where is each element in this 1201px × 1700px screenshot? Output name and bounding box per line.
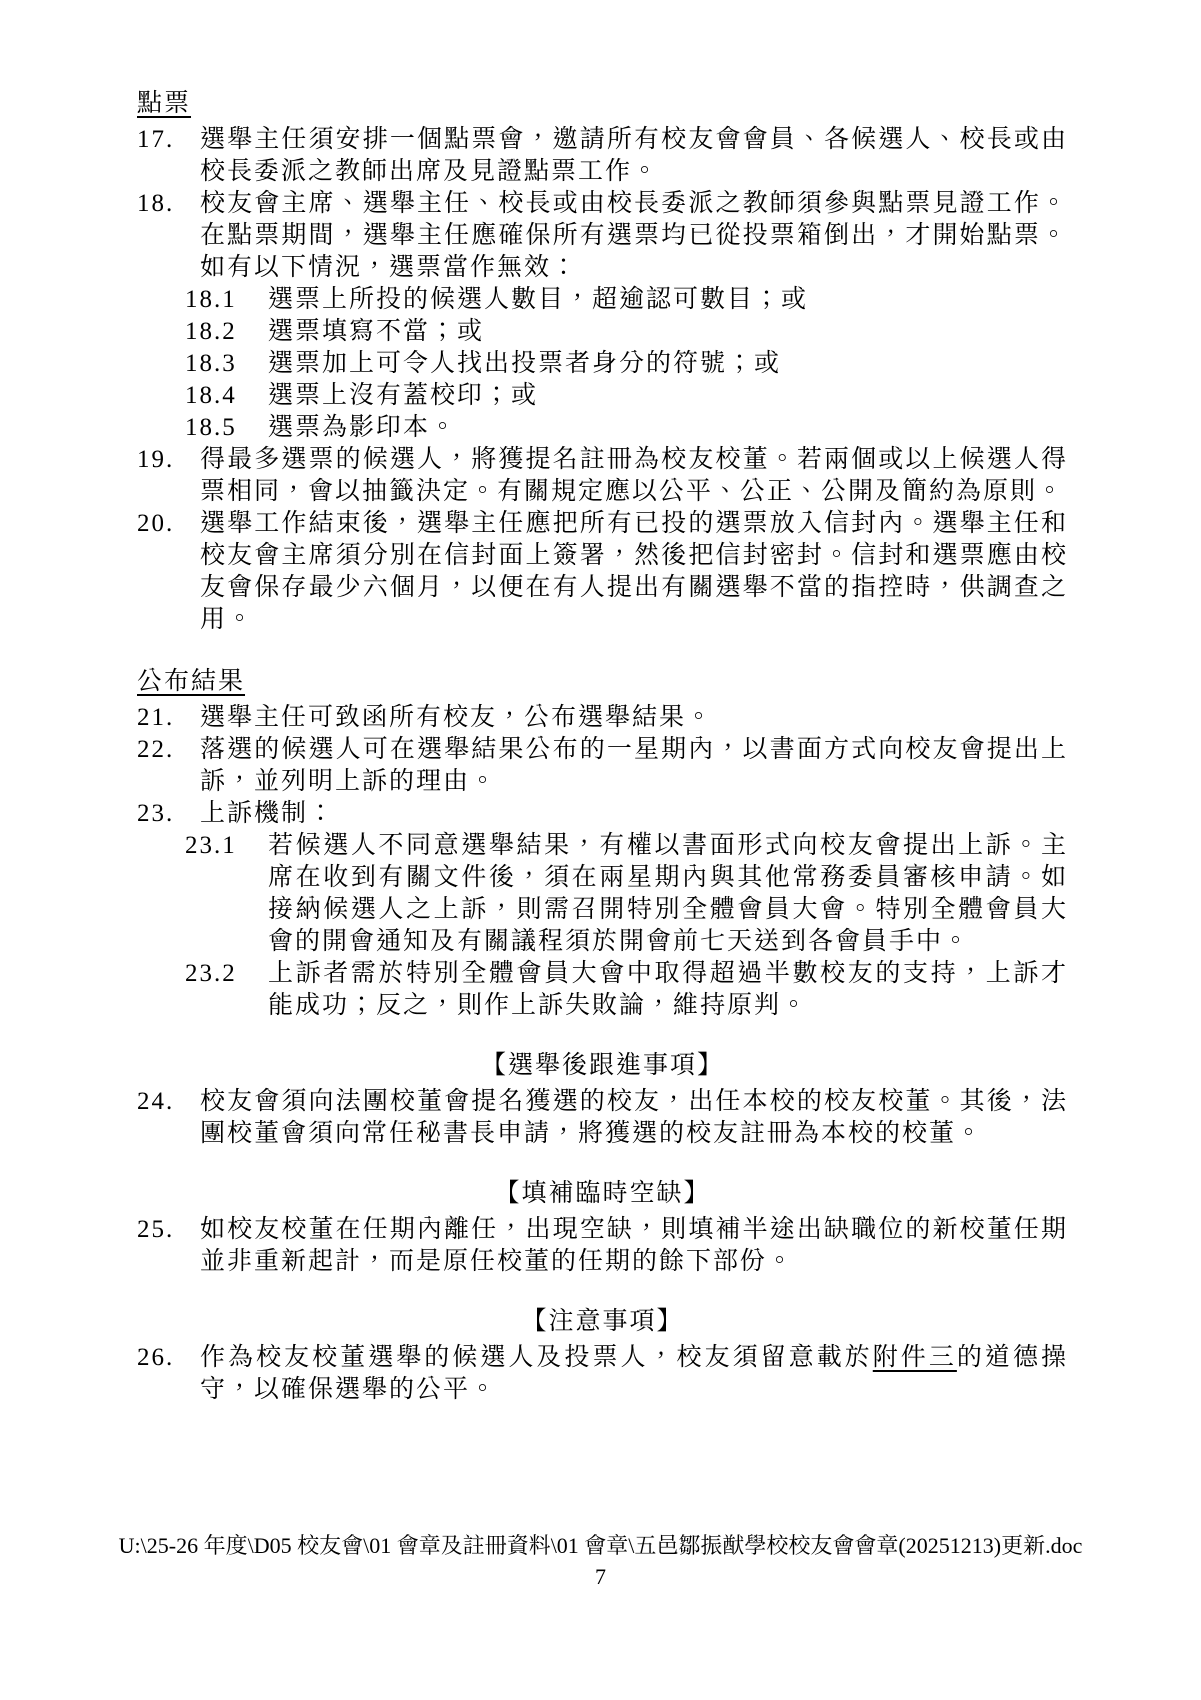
section-heading-fill-casual-vacancy: 【填補臨時空缺】 <box>494 1180 711 1207</box>
item-number: 17. <box>137 126 175 153</box>
list-item-20 <box>137 508 1068 636</box>
item-text: 若候選人不同意選舉結果，有權以書面形式向校友會提出上訴。主席在收到有關文件後，須在兩星期內與其他常務委員審核申請。如接納候選人之上訴，則需召開特別全體會員大會。特別全體會員大會的開會通知及有關議程須於開會前七天送到各會員手中。 <box>268 832 1068 955</box>
list-item-25 <box>137 1214 1068 1278</box>
item-text: 選舉工作結束後，選舉主任應把所有已投的選票放入信封內。選舉主任和校友會主席須分別在信封面上簽署，然後把信封密封。信封和選票應由校友會保存最少六個月，以便在有人提出有關選舉不當的指控時，供調查之用。 <box>200 510 1068 633</box>
sub-item-18-4 <box>137 380 1068 412</box>
item-text-after: 的道德操守，以確保選舉的公平。 <box>200 1344 1068 1403</box>
page-number: 7 <box>595 1564 606 1589</box>
item-text: 選舉主任須安排一個點票會，邀請所有校友會會員、各候選人、校長或由校長委派之教師出席及見證點票工作。 <box>200 126 1068 185</box>
list-item-24 <box>137 1086 1068 1150</box>
item-number: 20. <box>137 510 175 537</box>
item-text-before: 作為校友校董選舉的候選人及投票人，校友須留意載於 <box>200 1344 873 1371</box>
item-text: 上訴者需於特別全體會員大會中取得超過半數校友的支持，上訴才能成功；反之，則作上訴失敗論，維持原判。 <box>268 960 1068 1019</box>
item-text: 選票填寫不當；或 <box>268 318 485 345</box>
item-number: 24. <box>137 1088 175 1115</box>
item-text: 落選的候選人可在選舉結果公布的一星期內，以書面方式向校友會提出上訴，並列明上訴的理由。 <box>200 736 1068 795</box>
section-heading-points-to-note: 【注意事項】 <box>521 1308 684 1335</box>
item-text: 選票上所投的候選人數目，超逾認可數目；或 <box>268 286 809 313</box>
list-item-26 <box>137 1342 1068 1406</box>
item-text: 選票加上可令人找出投票者身分的符號；或 <box>268 350 782 377</box>
section-heading-vote-counting: 點票 <box>137 90 192 117</box>
list-item-21 <box>137 702 1068 734</box>
sub-item-23-1 <box>137 830 1068 958</box>
list-item-23 <box>137 798 1068 830</box>
list-item-19 <box>137 444 1068 508</box>
item-text: 如校友校董在任期內離任，出現空缺，則填補半途出缺職位的新校董任期並非重新起計，而是原任校董的任期的餘下部份。 <box>200 1216 1068 1275</box>
item-number: 18.4 <box>185 382 237 409</box>
item-text: 校友會須向法團校董會提名獲選的校友，出任本校的校友校董。其後，法團校董會須向常任秘書長申請，將獲選的校友註冊為本校的校董。 <box>200 1088 1068 1147</box>
item-text: 校友會主席、選舉主任、校長或由校長委派之教師須參與點票見證工作。在點票期間，選舉主任應確保所有選票均已從投票箱倒出，才開始點票。如有以下情況，選票當作無效： <box>200 190 1068 281</box>
item-number: 18.5 <box>185 414 237 441</box>
item-number: 18.2 <box>185 318 237 345</box>
item-text: 選舉主任可致函所有校友，公布選舉結果。 <box>200 704 714 731</box>
item-text: 得最多選票的候選人，將獲提名註冊為校友校董。若兩個或以上候選人得票相同，會以抽籤決定。有關規定應以公平、公正、公開及簡約為原則。 <box>200 446 1068 505</box>
section-heading-announce-results: 公布結果 <box>137 668 246 695</box>
item-text <box>200 1342 1068 1406</box>
page-footer <box>0 1530 1201 1592</box>
list-item-22 <box>137 734 1068 798</box>
appendix-three-reference: 附件三 <box>872 1344 957 1371</box>
item-number: 18. <box>137 190 175 217</box>
item-number: 23. <box>137 800 175 827</box>
item-number: 26. <box>137 1344 175 1371</box>
sub-item-18-1 <box>137 284 1068 316</box>
item-number: 23.2 <box>185 960 237 987</box>
sub-item-18-5 <box>137 412 1068 444</box>
item-number: 23.1 <box>185 832 237 859</box>
footer-file-path: U:\25-26 年度\D05 校友會\01 會章及註冊資料\01 會章\五邑鄒振猷學校校友會會章(20251213)更新.doc <box>118 1533 1083 1558</box>
item-number: 19. <box>137 446 175 473</box>
item-number: 21. <box>137 704 175 731</box>
item-text: 選票上沒有蓋校印；或 <box>268 382 539 409</box>
sub-item-18-3 <box>137 348 1068 380</box>
item-number: 18.3 <box>185 350 237 377</box>
item-number: 25. <box>137 1216 175 1243</box>
item-number: 18.1 <box>185 286 237 313</box>
sub-item-23-2 <box>137 958 1068 1022</box>
item-text: 上訴機制： <box>200 800 336 827</box>
item-text: 選票為影印本。 <box>268 414 458 441</box>
list-item-18 <box>137 188 1068 284</box>
list-item-17 <box>137 124 1068 188</box>
sub-item-18-2 <box>137 316 1068 348</box>
section-heading-post-election-followup: 【選舉後跟進事項】 <box>480 1052 724 1079</box>
item-number: 22. <box>137 736 175 763</box>
